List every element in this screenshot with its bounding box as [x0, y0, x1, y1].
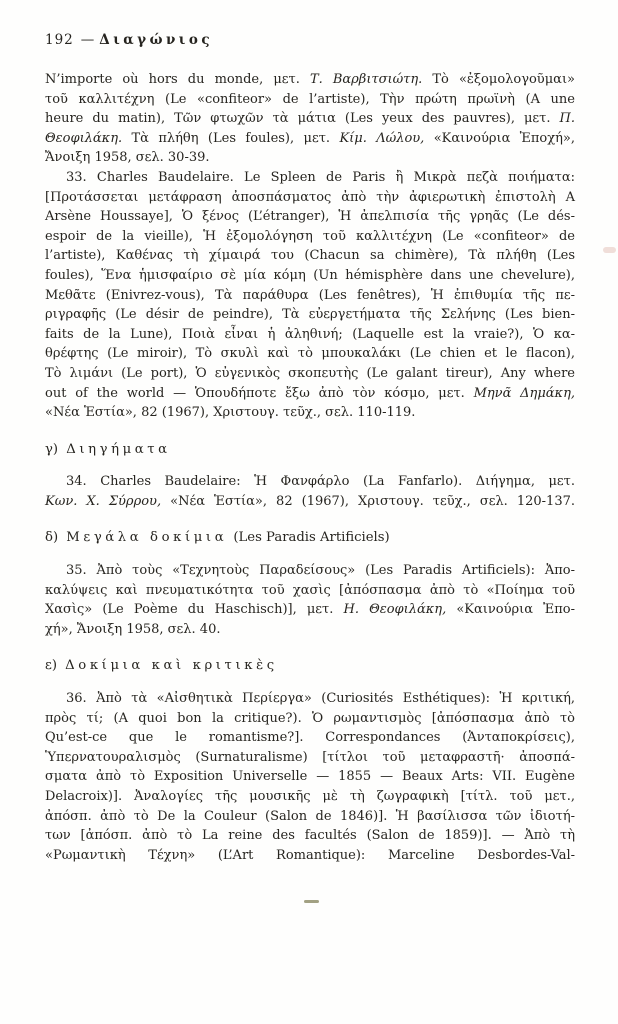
text-segment: Ὑπερνατουραλισμὸς (Surnaturalisme) [τίτλοι τοῦ μεταφραστῆ· ἀποσπά- — [45, 749, 575, 765]
section-heading — [45, 656, 575, 676]
paragraph — [45, 472, 575, 511]
text-line — [45, 344, 575, 364]
text-line — [45, 227, 575, 247]
text-line — [45, 492, 575, 512]
italic-text: Μηνᾶ Δημάκη, — [473, 385, 575, 401]
text-line — [45, 286, 575, 306]
text-line — [45, 767, 575, 787]
text-line — [45, 90, 575, 110]
text-line — [45, 807, 575, 827]
text-line — [45, 109, 575, 129]
text-line — [45, 846, 575, 866]
text-line — [45, 689, 575, 709]
heading-label: Διηγήματα — [66, 441, 171, 457]
section-heading — [45, 528, 575, 548]
text-segment: χή», Ἄνοιξη 1958, σελ. 40. — [45, 621, 221, 637]
bottom-dash-mark — [304, 900, 319, 903]
text-line — [45, 207, 575, 227]
paragraph — [45, 689, 575, 865]
text-segment: Ἄνοιξη 1958, σελ. 30-39. — [45, 150, 210, 166]
text-segment: Arsène Houssaye], Ὁ ξένος (L’étranger), Ἡ ἀπελπισία τῆς γρηᾶς (Le dés- — [45, 209, 575, 225]
italic-text: Η. Θεοφιλάκη, — [343, 602, 447, 618]
text-segment: «Καινούρια Ἐποχή», — [424, 130, 575, 146]
text-segment: 36. Ἀπὸ τὰ «Αἰσθητικὰ Περίεργα» (Curiosités Esthétiques): Ἡ κριτική, — [66, 691, 575, 707]
text-segment: 33. Charles Baudelaire. Le Spleen de Paris ἢ Μικρὰ πεζὰ ποιήματα: — [66, 169, 575, 185]
text-segment: πρὸς τί; (A quoi bon la critique?). Ὁ ρωμαντισμὸς [ἀπόσπασμα ἀπὸ τὸ — [45, 710, 575, 726]
text-line — [45, 325, 575, 345]
heading-label: Δοκίμια καὶ κριτικὲς — [65, 658, 278, 674]
text-line — [45, 148, 575, 168]
text-line — [45, 709, 575, 729]
heading-prefix: δ) — [45, 530, 63, 546]
paragraph — [45, 168, 575, 423]
text-segment: «Νέα Ἑστία», 82 (1967), Χριστουγ. τεῦχ., σελ. 110-119. — [45, 405, 416, 421]
text-line — [45, 826, 575, 846]
text-segment: θρέφτης (Le miroir), Τὸ σκυλὶ καὶ τὸ μπουκαλάκι (Le chien et le flacon), — [45, 346, 575, 362]
text-segment: [Προτάσσεται μετάφραση ἀποσπάσματος ἀπὸ τὴν ἀφιερωτικὴ ἐπιστολὴ A — [45, 189, 575, 205]
text-line — [45, 129, 575, 149]
text-line — [45, 168, 575, 188]
body-text — [45, 70, 575, 865]
text-segment: N’importe où hors du monde, μετ. — [45, 72, 310, 87]
heading-label: Μεγάλα δοκίμια — [66, 530, 228, 546]
text-line — [45, 787, 575, 807]
text-line — [45, 305, 575, 325]
margin-smudge-artifact — [603, 247, 616, 253]
running-head — [45, 31, 575, 49]
text-line — [45, 620, 575, 640]
text-segment: 34. Charles Baudelaire: Ἡ Φανφάρλο (La Fanfarlo). Διήγημα, μετ. — [66, 474, 575, 490]
paragraph — [45, 561, 575, 639]
text-line — [45, 266, 575, 286]
text-segment: καλύψεις καὶ πνευματικότητα τοῦ χασὶς [ἀπόσπασμα ἀπὸ τὸ «Ποίημα τοῦ — [45, 582, 575, 598]
text-segment: Μεθᾶτε (Enivrez-vous), Τὰ παράθυρα (Les fenêtres), Ἡ ἐπιθυμία τῆς πε- — [45, 287, 575, 303]
journal-title: Διαγώνιος — [99, 32, 214, 48]
text-line — [45, 748, 575, 768]
page-number: 192 — [45, 32, 74, 48]
section-heading — [45, 440, 575, 460]
text-segment: ἀπόσπ. ἀπὸ τὸ De la Couleur (Salon de 1846)]. Ἡ βασίλισσα τῶν ἰδιοτή- — [45, 808, 575, 824]
text-segment: espoir de la vieille), Ἡ ἐξομολόγηση τοῦ καλλιτέχνη (Le «confiteor» de — [45, 228, 575, 244]
text-segment: l’artiste), Καθένας τὴ χίμαιρά του (Chacun sa chimère), Τὰ πλήθη (Les — [45, 248, 575, 264]
text-line — [45, 581, 575, 601]
text-segment: ριγραφῆς (Le désir de peindre), Τὰ εὐεργετήματα τῆς Σελήνης (Les bien- — [45, 307, 575, 323]
text-segment: Qu’est-ce que le romantisme?]. Correspondances (Ἀνταποκρίσεις), — [45, 730, 575, 746]
text-line — [45, 472, 575, 492]
text-segment: Τὸ «ἐξομολογοῦμαι» — [422, 72, 575, 87]
text-segment: out of the world — Ὁπουδήποτε ἔξω ἀπὸ τὸν κόσμο, μετ. — [45, 385, 474, 401]
heading-prefix: γ) — [45, 441, 63, 457]
text-line — [45, 728, 575, 748]
text-segment: σματα ἀπὸ τὸ Exposition Universelle — 1855 — Beaux Arts: VII. Eugène — [45, 769, 575, 785]
text-segment: «Νέα Ἑστία», 82 (1967), Χριστουγ. τεῦχ., σελ. 120-137. — [161, 493, 576, 509]
header-dash: — — [80, 32, 95, 48]
text-line — [45, 364, 575, 384]
text-line — [45, 600, 575, 620]
text-line — [45, 188, 575, 208]
italic-text: Κων. Χ. Σύρρου, — [45, 493, 162, 509]
text-segment: τοῦ καλλιτέχνη (Le «confiteor» de l’artiste), Τὴν πρώτη πρωϊνὴ (A une — [45, 91, 575, 107]
text-segment: Τὰ πλήθη (Les foules), μετ. — [122, 130, 340, 146]
heading-prefix: ε) — [45, 658, 62, 674]
italic-text: Θεοφιλάκη. — [45, 130, 123, 146]
text-segment: heure du matin), Τῶν φτωχῶν τὰ μάτια (Les yeux des pauvres), μετ. — [45, 111, 560, 127]
paragraph — [45, 70, 575, 168]
text-line — [45, 70, 575, 90]
text-line — [45, 384, 575, 404]
text-line — [45, 246, 575, 266]
text-segment: faits de la Lune), Ποιὰ εἶναι ἡ ἀληθινή; (Laquelle est la vraie?), Ὁ κα- — [45, 326, 575, 342]
text-segment: Delacroix)]. Ἀναλογίες τῆς μουσικῆς μὲ τὴ ζωγραφικὴ [τίτλ. τοῦ μετ., — [45, 789, 575, 804]
text-segment: «Καινούρια Ἐπο- — [446, 602, 575, 618]
text-segment: «Ρωμαντικὴ Τέχνη» (L’Art Romantique): Marceline Desbordes-Val- — [45, 847, 575, 863]
text-line — [45, 561, 575, 581]
text-segment: 35. Ἀπὸ τοὺς «Τεχνητοὺς Παραδείσους» (Les Paradis Artificiels): Ἀπο- — [66, 563, 575, 579]
text-segment: των [ἀπόσπ. ἀπὸ τὸ La reine des facultés (Salon de 1859)]. — Ἀπὸ τὴ — [45, 828, 575, 844]
italic-text: Κίμ. Λώλου, — [339, 130, 425, 146]
text-segment: Τὸ λιμάνι (Le port), Ὁ εὐγενικὸς σκοπευτὴς (Le galant tireur), Any where — [45, 365, 575, 381]
italic-text: Τ. Βαρβιτσιώτη. — [309, 72, 423, 87]
text-line — [45, 403, 575, 423]
text-segment: foules), Ἕνα ἡμισφαίριο σὲ μία κόμη (Un hémisphère dans une chevelure), — [45, 267, 575, 283]
italic-text: Π. — [559, 111, 575, 127]
text-segment: Χασὶς» (Le Poème du Haschisch)], μετ. — [45, 602, 344, 618]
heading-subtitle: (Les Paradis Artificiels) — [229, 530, 390, 546]
